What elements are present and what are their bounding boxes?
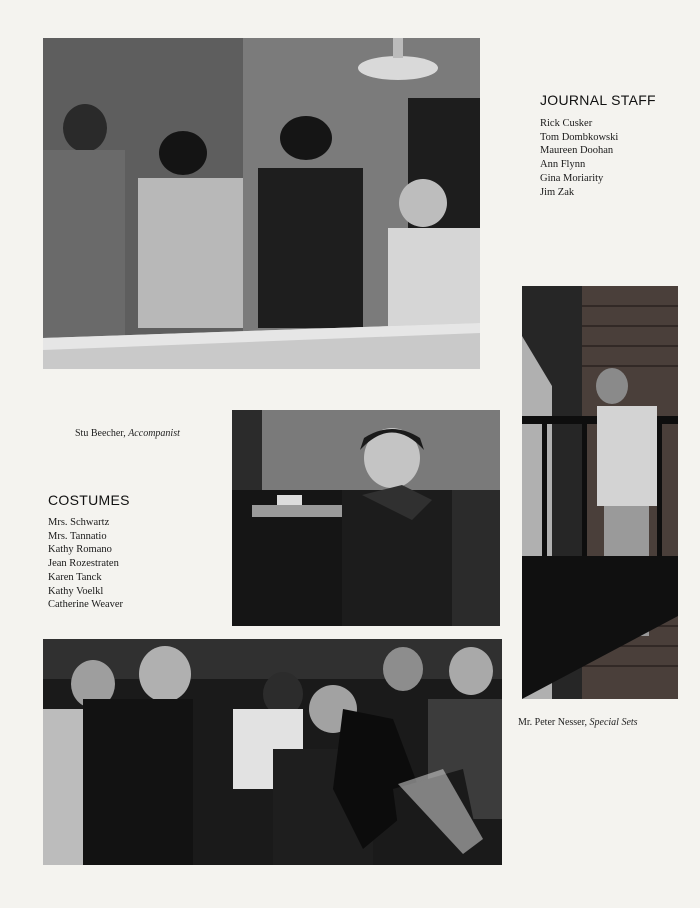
list-item: Karen Tanck [48, 571, 102, 583]
costumes-heading: COSTUMES [48, 492, 130, 508]
costumes-photo [43, 639, 502, 865]
list-item: Kathy Romano [48, 544, 112, 556]
list-item: Mrs. Schwartz [48, 517, 110, 528]
special-sets-photo [522, 286, 678, 699]
list-item: Kathy Voelkl [48, 585, 104, 597]
accompanist-name: Stu Beecher, [75, 428, 126, 439]
special-sets-name: Mr. Peter Nesser, [518, 717, 588, 728]
journal-staff-list [540, 117, 618, 199]
accompanist-caption [75, 428, 180, 439]
special-sets-role: Special Sets [589, 717, 638, 728]
accompanist-role: Accompanist [128, 428, 180, 439]
accompanist-photo [232, 410, 500, 626]
costumes-list [48, 516, 123, 612]
list-item: Jean Rozestraten [48, 558, 119, 570]
list-item: Ann Flynn [540, 159, 586, 171]
list-item: Jim Zak [540, 186, 575, 198]
list-item: Maureen Doohan [540, 145, 614, 157]
list-item: Catherine Weaver [48, 599, 124, 611]
list-item: Gina Moriarity [540, 172, 604, 184]
journal-staff-photo [43, 38, 480, 369]
list-item: Tom Dombkowski [540, 131, 619, 143]
journal-staff-heading: JOURNAL STAFF [540, 92, 656, 108]
special-sets-caption [518, 717, 638, 728]
list-item: Mrs. Tannatio [48, 530, 107, 542]
list-item: Rick Cusker [540, 118, 593, 129]
